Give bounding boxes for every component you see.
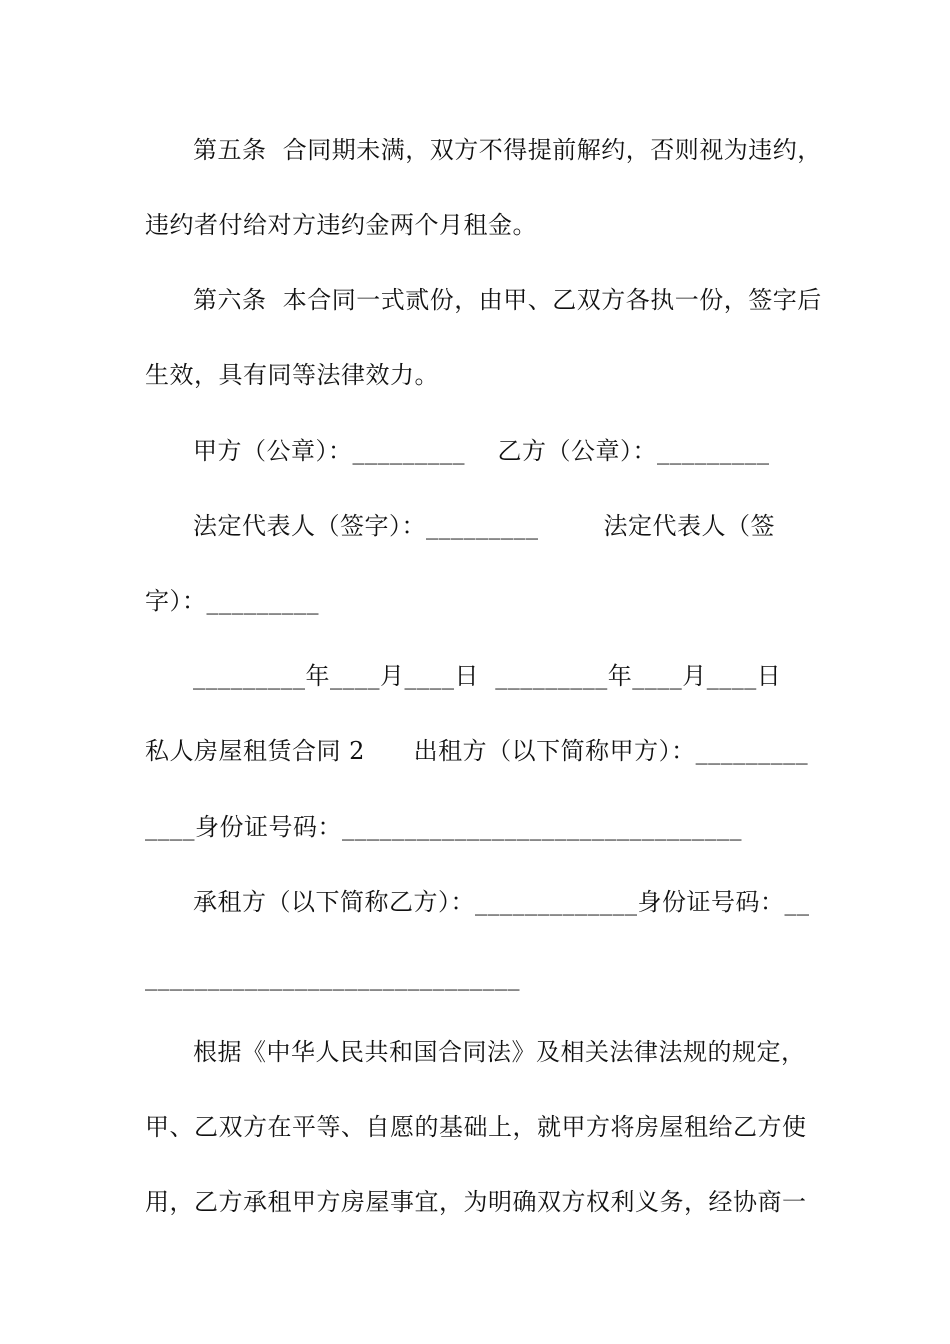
basis-line-2: 甲、乙双方在平等、自愿的基础上，就甲方将房屋租给乙方使 (145, 1113, 807, 1141)
signature-line-2: 字）：_________ (145, 587, 319, 615)
article-5-line-2: 违约者付给对方违约金两个月租金。 (145, 211, 537, 239)
signature-line-1: 法定代表人（签字）：_________ 法定代表人（签 (193, 512, 776, 540)
lessor-id-line: ____身份证号码：________________________________ (145, 813, 742, 841)
basis-line-1: 根据《中华人民共和国合同法》及相关法律法规的规定， (193, 1038, 806, 1066)
lessee-line: 承租方（以下简称乙方）：_____________身份证号码：__ (193, 888, 810, 916)
lessee-id-blank-line: ______________________________ (145, 963, 520, 991)
date-line: _________年____月____日 _________年____月____日 (193, 662, 782, 690)
article-6-line-2: 生效，具有同等法律效力。 (145, 361, 439, 389)
article-5-line-1: 第五条 合同期未满，双方不得提前解约，否则视为违约， (193, 136, 822, 164)
article-6-line-1: 第六条 本合同一式贰份，由甲、乙双方各执一份，签字后 (193, 286, 822, 314)
contract-2-heading-line: 私人房屋租赁合同 2 出租方（以下简称甲方）：_________ (145, 737, 809, 765)
basis-line-3: 用，乙方承租甲方房屋事宜，为明确双方权利义务，经协商一 (145, 1188, 807, 1216)
seal-line: 甲方（公章）：_________ 乙方（公章）：_________ (193, 437, 770, 465)
